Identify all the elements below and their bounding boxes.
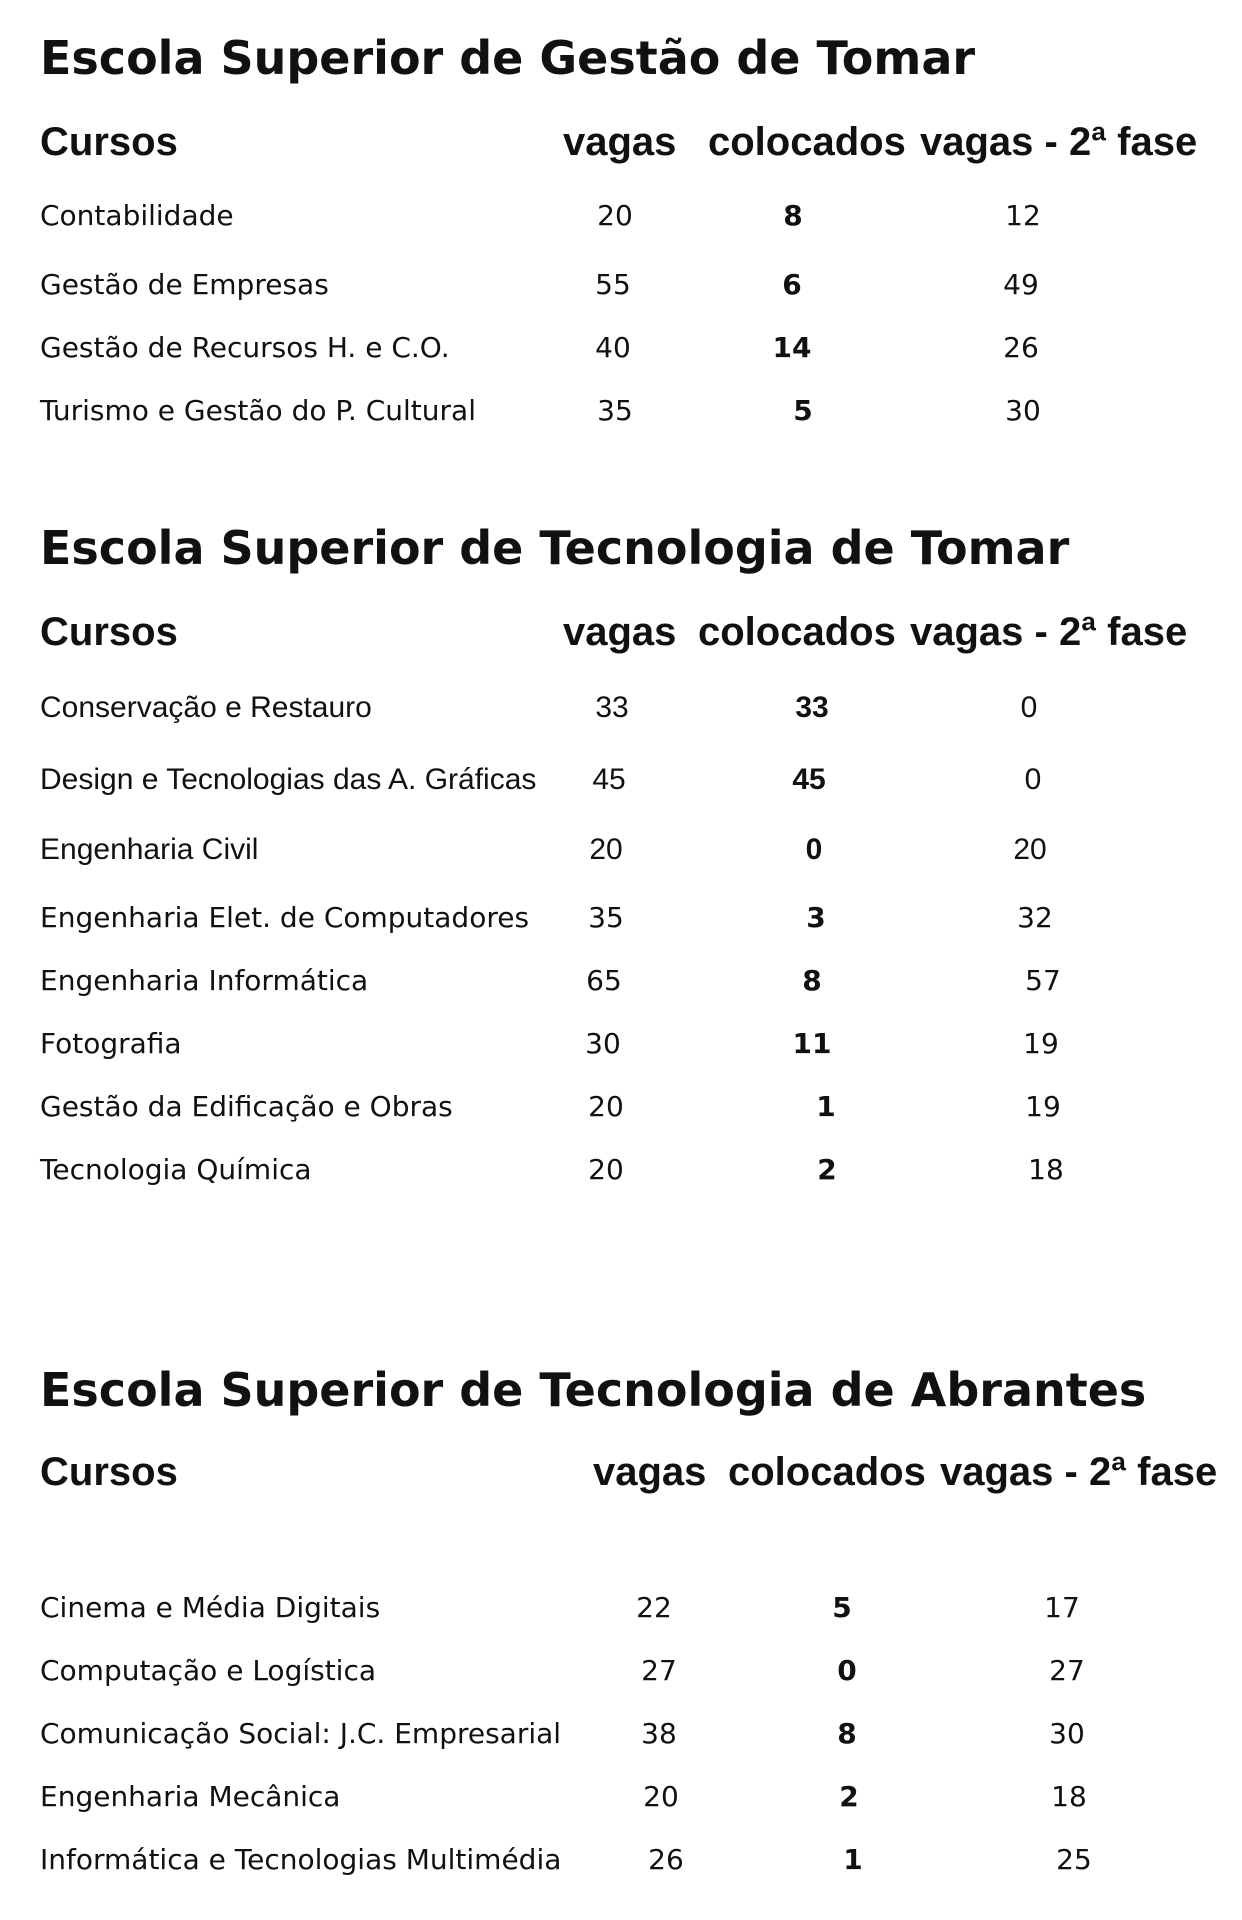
vagas-2fase-value: 20 <box>1013 833 1047 866</box>
vagas-value: 55 <box>595 268 631 301</box>
table-row <box>0 196 1242 236</box>
course-name: Gestão da Edificação e Obras <box>40 1090 453 1123</box>
table-row <box>0 265 1242 305</box>
header-vagas: vagas <box>593 1450 707 1494</box>
vagas-value: 27 <box>641 1654 677 1687</box>
course-name: Gestão de Empresas <box>40 268 329 301</box>
colocados-value: 2 <box>817 1153 837 1186</box>
colocados-value: 2 <box>839 1780 859 1813</box>
vagas-2fase-value: 0 <box>1024 763 1042 796</box>
table-row <box>0 391 1242 431</box>
table-row <box>0 328 1242 368</box>
header-cursos: Cursos <box>40 610 178 654</box>
table-row <box>0 1714 1242 1754</box>
vagas-2fase-value: 32 <box>1017 901 1053 934</box>
colocados-value: 3 <box>806 901 826 934</box>
course-name: Computação e Logística <box>40 1654 377 1687</box>
vagas-2fase-value: 19 <box>1023 1027 1059 1060</box>
colocados-value: 8 <box>783 199 803 232</box>
colocados-value: 33 <box>795 691 829 724</box>
course-name: Gestão de Recursos H. e C.O. <box>40 331 450 364</box>
colocados-value: 14 <box>772 331 812 364</box>
colocados-value: 5 <box>832 1591 852 1624</box>
vagas-value: 40 <box>595 331 631 364</box>
vagas-value: 20 <box>589 833 623 866</box>
colocados-value: 0 <box>837 1654 857 1687</box>
table-row <box>0 961 1242 1001</box>
vagas-value: 65 <box>586 964 622 997</box>
colocados-value: 0 <box>805 833 823 866</box>
course-name: Informática e Tecnologias Multimédia <box>40 1843 562 1876</box>
table-row <box>0 1024 1242 1064</box>
vagas-2fase-value: 12 <box>1005 199 1041 232</box>
course-name: Comunicação Social: J.C. Empresarial <box>40 1717 562 1750</box>
vagas-2fase-value: 0 <box>1020 691 1038 724</box>
table-row <box>0 1651 1242 1691</box>
colocados-value: 8 <box>802 964 822 997</box>
header-vagas: vagas <box>563 120 677 164</box>
colocados-value: 11 <box>792 1027 832 1060</box>
vagas-value: 20 <box>643 1780 679 1813</box>
course-name: Engenharia Informática <box>40 964 369 997</box>
header-colocados: colocados <box>698 610 896 654</box>
table-row <box>0 1840 1242 1880</box>
header-vagas-2fase: vagas - 2ª fase <box>920 120 1198 164</box>
header-vagas-2fase: vagas - 2ª fase <box>910 610 1188 654</box>
course-name: Conservação e Restauro <box>40 691 372 724</box>
course-name: Contabilidade <box>40 199 234 232</box>
vagas-value: 22 <box>636 1591 672 1624</box>
vagas-value: 35 <box>597 394 633 427</box>
colocados-value: 1 <box>816 1090 836 1123</box>
colocados-value: 1 <box>843 1843 863 1876</box>
vagas-value: 45 <box>592 763 626 796</box>
header-colocados: colocados <box>708 120 906 164</box>
table-row <box>0 1777 1242 1817</box>
vagas-value: 20 <box>588 1090 624 1123</box>
vagas-2fase-value: 57 <box>1025 964 1061 997</box>
header-cursos: Cursos <box>40 120 178 164</box>
school-title: Escola Superior de Tecnologia de Abrantes <box>40 1363 1147 1417</box>
header-vagas-2fase: vagas - 2ª fase <box>940 1450 1218 1494</box>
table-row <box>0 1087 1242 1127</box>
vagas-2fase-value: 19 <box>1025 1090 1061 1123</box>
course-name: Design e Tecnologias das A. Gráficas <box>40 763 537 796</box>
table-row <box>0 830 1242 870</box>
table-row <box>0 1150 1242 1190</box>
vagas-value: 20 <box>588 1153 624 1186</box>
school-title: Escola Superior de Tecnologia de Tomar <box>40 521 1070 575</box>
header-colocados: colocados <box>728 1450 926 1494</box>
table-row <box>0 1588 1242 1628</box>
course-name: Engenharia Mecânica <box>40 1780 341 1813</box>
course-name: Tecnologia Química <box>40 1153 312 1186</box>
table-row <box>0 688 1242 728</box>
vagas-2fase-value: 25 <box>1056 1843 1092 1876</box>
course-name: Cinema e Média Digitais <box>40 1591 381 1624</box>
table-row <box>0 760 1242 800</box>
vagas-2fase-value: 26 <box>1003 331 1039 364</box>
vagas-value: 35 <box>588 901 624 934</box>
course-name: Engenharia Civil <box>40 833 259 866</box>
header-vagas: vagas <box>563 610 677 654</box>
vagas-2fase-value: 49 <box>1003 268 1039 301</box>
colocados-value: 8 <box>837 1717 857 1750</box>
vagas-2fase-value: 18 <box>1028 1153 1064 1186</box>
vagas-2fase-value: 30 <box>1049 1717 1085 1750</box>
vagas-2fase-value: 27 <box>1049 1654 1085 1687</box>
vagas-value: 20 <box>597 199 633 232</box>
vagas-2fase-value: 30 <box>1005 394 1041 427</box>
course-name: Engenharia Elet. de Computadores <box>40 901 530 934</box>
colocados-value: 45 <box>792 763 826 796</box>
vagas-2fase-value: 18 <box>1051 1780 1087 1813</box>
table-row <box>0 898 1242 938</box>
header-cursos: Cursos <box>40 1450 178 1494</box>
vagas-2fase-value: 17 <box>1044 1591 1080 1624</box>
course-name: Turismo e Gestão do P. Cultural <box>40 394 476 427</box>
course-name: Fotografia <box>40 1027 182 1060</box>
vagas-value: 38 <box>641 1717 677 1750</box>
vagas-value: 26 <box>648 1843 684 1876</box>
school-title: Escola Superior de Gestão de Tomar <box>40 31 976 85</box>
vagas-value: 33 <box>595 691 629 724</box>
vagas-value: 30 <box>585 1027 621 1060</box>
colocados-value: 5 <box>793 394 813 427</box>
colocados-value: 6 <box>782 268 802 301</box>
